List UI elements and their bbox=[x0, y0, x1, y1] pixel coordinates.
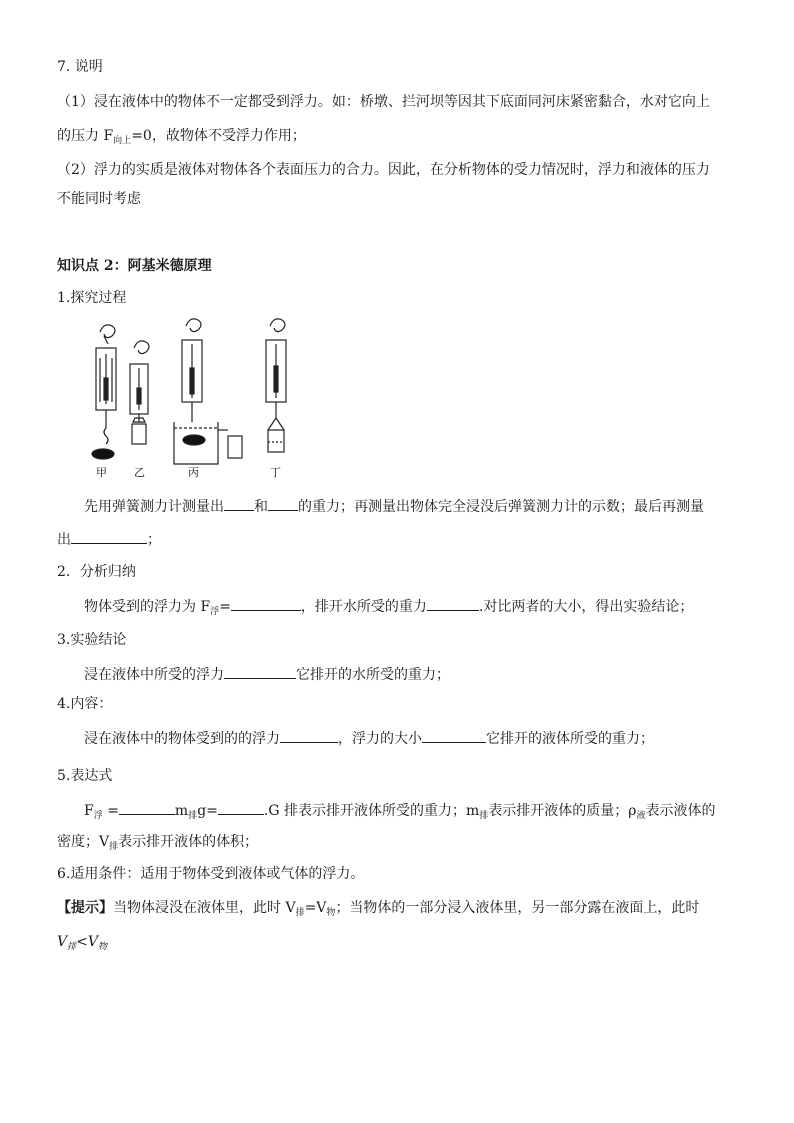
figure-label-jia: 甲 bbox=[96, 466, 107, 479]
note-2-line-2: 不能同时考虑 bbox=[57, 191, 141, 207]
tip-sub-1: 排 bbox=[295, 908, 305, 918]
expr-rest2: 表示排开液体的质量；ρ bbox=[488, 803, 637, 819]
tip-l2-sub1: 排 bbox=[67, 942, 77, 952]
blank-10[interactable] bbox=[218, 800, 264, 815]
spring-scale-ding bbox=[266, 319, 286, 452]
explore-text-line-2 bbox=[57, 529, 161, 550]
blank-5[interactable] bbox=[427, 596, 479, 611]
tip-label: 【提示】 bbox=[57, 900, 113, 916]
analyze-c: .对比两者的大小，得出实验结论； bbox=[478, 599, 694, 615]
conclusion-title: 3.实验结论 bbox=[57, 632, 127, 648]
analyze-eq: = bbox=[219, 599, 231, 615]
tip-b: =V bbox=[304, 900, 327, 916]
spring-scale-jia bbox=[96, 325, 116, 444]
blank-4[interactable] bbox=[231, 596, 301, 611]
tip-l2-a: V bbox=[57, 934, 68, 950]
tip-line-2 bbox=[57, 932, 107, 954]
tip-line-1 bbox=[57, 898, 699, 920]
object-jia bbox=[92, 449, 114, 459]
tip-l2-sub2: 物 bbox=[97, 942, 107, 952]
expr-line2-b: 表示排开液体的体积； bbox=[118, 834, 259, 850]
content-text bbox=[84, 728, 654, 749]
expr-rest-sub: 排 bbox=[479, 811, 489, 821]
content-c: 它排开的液体所受的重力； bbox=[486, 731, 654, 747]
explore-text-b: 和 bbox=[254, 499, 268, 515]
spring-scale-bing bbox=[174, 319, 242, 464]
content-a: 浸在液体中的物体受到的的浮力 bbox=[84, 731, 280, 747]
tip-sub-2: 物 bbox=[326, 908, 336, 918]
note-1-text-end: =0，故物体不受浮力作用； bbox=[131, 128, 306, 144]
blank-6[interactable] bbox=[224, 664, 296, 679]
explore-text-d: 出 bbox=[57, 532, 71, 548]
knowledge-point-2-heading: 知识点 2：阿基米德原理 bbox=[57, 258, 212, 274]
section-7-title: 7. 说明 bbox=[57, 59, 103, 75]
tip-l2-b: <V bbox=[76, 934, 98, 950]
note-1-text: 的压力 F bbox=[57, 128, 114, 144]
blank-8[interactable] bbox=[422, 728, 486, 743]
expr-line2-sub: 排 bbox=[109, 842, 119, 852]
figure-label-yi: 乙 bbox=[134, 466, 145, 479]
content-b: ，浮力的大小 bbox=[338, 731, 422, 747]
expr-line2-a: 密度；V bbox=[57, 834, 110, 850]
tip-a: 当物体浸没在液体里，此时 V bbox=[113, 900, 296, 916]
content-title: 4.内容： bbox=[57, 696, 113, 712]
expr-F-sub: 浮 bbox=[93, 811, 103, 821]
expr-m: m bbox=[174, 803, 189, 819]
blank-7[interactable] bbox=[280, 728, 338, 743]
expr-eq: = bbox=[107, 803, 119, 819]
analyze-b: ，排开水所受的重力 bbox=[300, 599, 427, 615]
expr-m-sub: 排 bbox=[188, 811, 198, 821]
explore-text-c: 的重力；再测量出物体完全浸没后弹簧测力计的示数；最后再测量 bbox=[298, 499, 704, 515]
analyze-title: 2．分析归纳 bbox=[57, 564, 136, 580]
analyze-sub: 浮 bbox=[210, 607, 220, 617]
conclusion-a: 浸在液体中所受的浮力 bbox=[84, 667, 224, 683]
explore-title: 1.探究过程 bbox=[57, 290, 127, 306]
expr-rho-sub: 液 bbox=[636, 811, 646, 821]
expression-line-1 bbox=[84, 800, 716, 823]
expression-title: 5.表达式 bbox=[57, 768, 113, 784]
spring-scale-yi bbox=[130, 341, 149, 444]
figure-label-bing: 丙 bbox=[188, 466, 199, 479]
note-2-line-1: （2）浮力的实质是液体对物体各个表面压力的合力。因此，在分析物体的受力情况时，浮力和液体的压力 bbox=[57, 162, 710, 178]
blank-9[interactable] bbox=[119, 800, 175, 815]
conclusion-text bbox=[84, 664, 450, 685]
explore-text-e: ； bbox=[147, 532, 161, 548]
tip-c: ；当物体的一部分浸入液体里，另一部分露在液面上，此时 bbox=[335, 900, 700, 916]
expr-g: g= bbox=[197, 803, 218, 819]
note-1-line-1: （1）浸在液体中的物体不一定都受到浮力。如：桥墩、拦河坝等因其下底面同河床紧密黏合，水对它向上 bbox=[57, 94, 710, 110]
apply-condition: 6.适用条件：适用于物体受到液体或气体的浮力。 bbox=[57, 866, 365, 882]
explore-text-a: 先用弹簧测力计测量出 bbox=[84, 499, 224, 515]
expr-F: F bbox=[84, 803, 94, 819]
analyze-text bbox=[84, 596, 693, 619]
expression-line-2 bbox=[57, 832, 258, 854]
expr-rest3: 表示液体的 bbox=[645, 803, 716, 819]
note-1-subscript: 向上 bbox=[113, 136, 132, 146]
blank-3[interactable] bbox=[71, 529, 147, 544]
note-1-line-2 bbox=[57, 126, 306, 148]
experiment-figure bbox=[82, 318, 312, 490]
explore-text-line-1 bbox=[84, 496, 704, 517]
conclusion-b: 它排开的水所受的重力； bbox=[296, 667, 450, 683]
expr-rest: .G 排表示排开液体所受的重力；m bbox=[263, 803, 480, 819]
blank-1[interactable] bbox=[224, 496, 254, 511]
analyze-a: 物体受到的浮力为 F bbox=[84, 599, 211, 615]
figure-label-ding: 丁 bbox=[270, 466, 281, 479]
blank-2[interactable] bbox=[268, 496, 298, 511]
